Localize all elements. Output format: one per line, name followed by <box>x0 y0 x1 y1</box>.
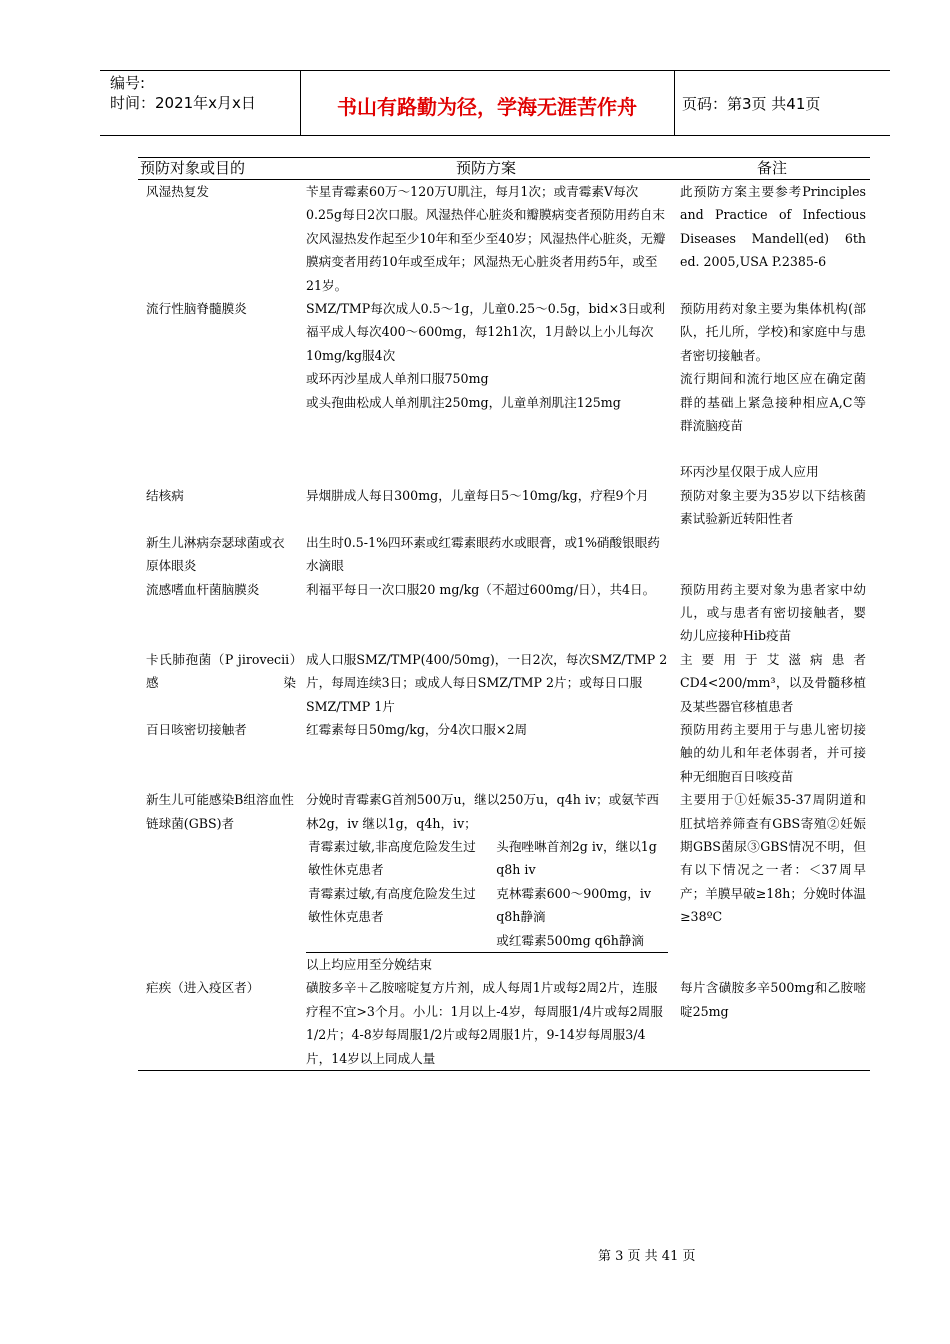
target-cell: 流行性脑脊髓膜炎 <box>146 301 247 317</box>
table-row-hib-meningitis <box>138 578 870 648</box>
column-header-plan: 预防方案 <box>298 158 674 180</box>
document-number-label: 编号: <box>110 74 146 92</box>
plan-cell: 出生时0.5-1%四环素或红霉素眼药水或眼膏，或1%硝酸银眼药水滴眼 <box>306 534 660 574</box>
target-cell: 疟疾（进入疫区者） <box>138 976 298 1070</box>
allergy-subtable <box>306 835 668 953</box>
target-cell: 卡氏肺孢菌（P jirovecii）感染 <box>146 651 296 691</box>
table-row-neonatal-ophthalmia <box>138 531 870 578</box>
prevention-table <box>138 157 870 1071</box>
target-cell: 风湿热复发 <box>146 184 209 199</box>
note-cell: 预防用药主要对象为患者家中幼儿，或与患者有密切接触者，婴幼儿应接种Hib疫苗 <box>680 581 866 644</box>
plan-cell: 红霉素每日50mg/kg，分4次口服×2周 <box>306 721 528 737</box>
target-cell: 新生儿可能感染B组溶血性链球菌(GBS)者 <box>146 792 294 831</box>
table-row-gbs <box>138 788 870 976</box>
note-line: 环丙沙星仅限于成人应用 <box>680 464 819 480</box>
plan-line: SMZ/TMP每次成人0.5～1g，儿童0.25～0.5g，bid×3日或利福平成人每次400～600mg，每12h1次，1月龄以上小儿每次10mg/kg服4次 <box>306 301 665 363</box>
table-row-tuberculosis <box>138 484 870 531</box>
plan-end: 以上均应用至分娩结束 <box>306 957 432 972</box>
plan-cell <box>298 297 674 484</box>
plan-line: 或环丙沙星成人单剂口服750mg <box>306 371 489 387</box>
allergy-high-risk-plan-alt: 或红霉素500mg q6h静滴 <box>494 929 668 953</box>
note-cell: 主要用于艾滋病患者CD4<200/mm³，以及骨髓移植及某些器官移植患者 <box>680 651 866 714</box>
note-line: 流行期间和流行地区应在确定菌群的基础上紧急接种相应A,C等群流脑疫苗 <box>680 371 866 434</box>
allergy-low-risk: 青霉素过敏,非高度危险发生过敏性休克患者 <box>308 838 476 878</box>
column-header-target: 预防对象或目的 <box>138 158 298 180</box>
note-cell: 每片含磺胺多辛500mg和乙胺嘧啶25mg <box>674 976 870 1070</box>
header-bottom-rule <box>100 135 890 136</box>
table-row-meningitis <box>138 297 870 484</box>
allergy-high-risk-plan <box>494 882 668 929</box>
plan-line: 或头孢曲松成人单剂肌注250mg，儿童单剂肌注125mg <box>306 394 621 410</box>
plan-cell: 利福平每日一次口服20 mg/kg（不超过600mg/日），共4日。 <box>306 581 656 597</box>
target-cell: 百日咳密切接触者 <box>146 721 247 737</box>
note-cell: 此预防方案主要参考Principles and Practice of Infectious Diseases Mandell(ed) 6th ed. 2005,USA P.2385-6 <box>680 184 866 270</box>
page-footer: 第 3 页 共 41 页 <box>598 1249 696 1264</box>
plan-cell: 磺胺多辛＋乙胺嘧啶复方片剂，成人每周1片或每2周2片，连服疗程不宜>3个月。小儿：1月以上-4岁，每周服1/4片或每2周服1/2片；4-8岁每周服1/2片或每2周服1片，9-14岁每周服3/4片，14岁以上同成人量 <box>298 976 674 1070</box>
note-cell <box>674 297 870 484</box>
target-cell: 结核病 <box>146 487 184 503</box>
plan-cell: 苄星青霉素60万～120万U肌注，每月1次；或青霉素V每次0.25g每日2次口服。风湿热伴心脏炎和瓣膜病变者预防用药自末次风湿热发作起至少10年和至少至40岁；风湿热伴心脏炎，无瓣膜病变者用药10年或至成年；风湿热无心脏炎者用药5年，或至21岁。 <box>306 184 666 293</box>
note-line: 预防用药对象主要为集体机构(部队，托儿所，学校)和家庭中与患者密切接触者。 <box>680 301 866 363</box>
document-date: 时间：2021年x月x日 <box>110 94 256 112</box>
table-row-pertussis <box>138 718 870 788</box>
table-row-rheumatic-fever <box>138 180 870 298</box>
column-header-note: 备注 <box>674 158 870 180</box>
target-cell: 新生儿淋病奈瑟球菌或衣原体眼炎 <box>146 534 285 574</box>
allergy-high-plan-line: 克林霉素600～900mg，iv q8h静滴 <box>496 885 652 925</box>
note-cell: 预防用药主要用于与患儿密切接触的幼儿和年老体弱者，并可接种无细胞百日咳疫苗 <box>680 721 866 784</box>
motto-title: 书山有路勤为径，学海无涯苦作舟 <box>337 95 637 119</box>
header-divider-right <box>674 70 675 136</box>
plan-cell: 异烟肼成人每日300mg，儿童每日5～10mg/kg，疗程9个月 <box>306 487 649 503</box>
note-cell: 预防对象主要为35岁以下结核菌素试验新近转阳性者 <box>680 487 866 527</box>
allergy-high-risk: 青霉素过敏,有高度危险发生过敏性休克患者 <box>308 885 476 925</box>
plan-intro: 分娩时青霉素G首剂500万u，继以250万u，q4h iv；或氨苄西林2g，iv 继以1g，q4h，iv； <box>306 792 659 831</box>
table-row-malaria <box>138 976 870 1070</box>
plan-cell: 成人口服SMZ/TMP(400/50mg)，一日2次，每次SMZ/TMP 2片，每周连续3日；或成人每日SMZ/TMP 2片；或每日口服SMZ/TMP 1片 <box>306 651 668 714</box>
table-row-pcp <box>138 648 870 718</box>
note-cell <box>674 531 870 578</box>
target-cell: 流感嗜血杆菌脑膜炎 <box>146 581 260 597</box>
note-cell: 主要用于①妊娠35-37周阴道和肛拭培养筛查有GBS寄殖②妊娠期GBS菌尿③GBS情况不明，但有以下情况之一者：＜37周早产；羊膜早破≥18h；分娩时体温≥38ºC <box>680 792 866 925</box>
table-header-row <box>138 158 870 180</box>
note-spacer <box>680 437 866 460</box>
allergy-low-risk-plan: 头孢唑啉首剂2g iv，继以1g q8h iv <box>496 838 657 878</box>
plan-cell <box>298 788 674 976</box>
page-code: 页码：第3页 共41页 <box>682 95 821 113</box>
header-top-rule <box>100 70 890 71</box>
